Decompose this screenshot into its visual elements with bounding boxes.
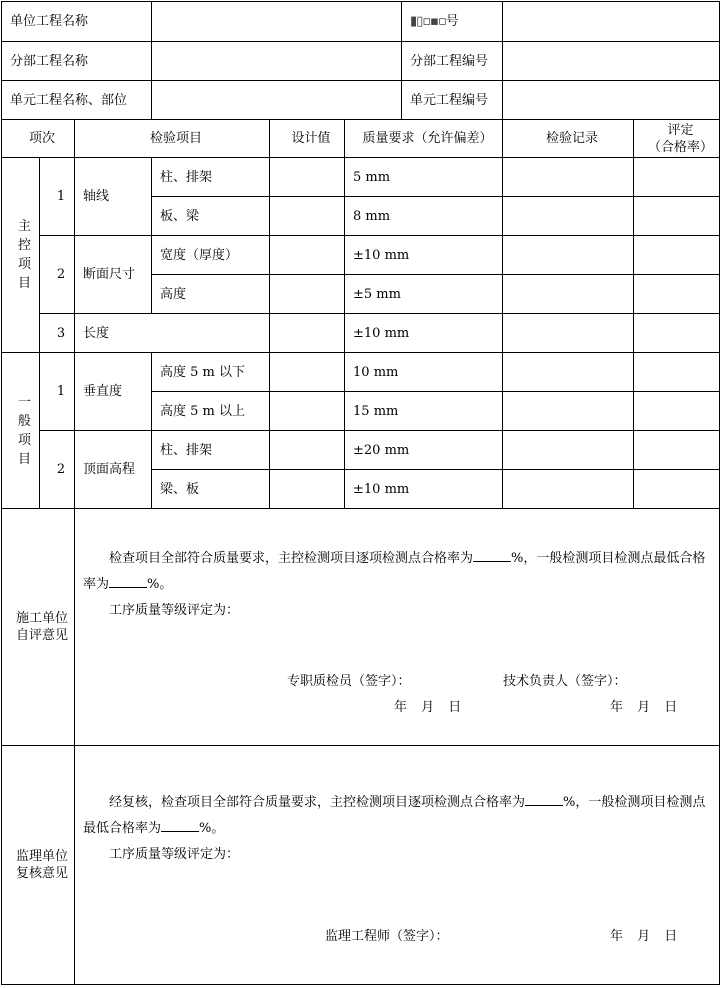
- contractor-opinion-body: [75, 509, 720, 746]
- obscured-code-label: ▮▯▫▪▫号: [402, 2, 503, 42]
- column-inspection-record: 检验记录: [503, 120, 634, 158]
- supervisor-opinion-text: 经复核，检查项目全部符合质量要求，主控检测项目逐项检测点合格率为 %，一般检测项目检测点最低合格率为 %。: [83, 746, 711, 842]
- requirement-cell: 5 mm: [345, 158, 503, 197]
- item-name: 轴线: [75, 158, 152, 236]
- requirement-cell: ±5 mm: [345, 275, 503, 314]
- main-item-row: [2, 314, 720, 353]
- item-number: 3: [40, 314, 75, 353]
- column-design-value: 设计值: [270, 120, 345, 158]
- rating-cell[interactable]: [634, 197, 720, 236]
- contractor-grade-text: 工序质量等级评定为：: [109, 603, 240, 618]
- inspection-form-table: [1, 1, 720, 985]
- record-cell[interactable]: [503, 197, 634, 236]
- contractor-opinion-row: [2, 509, 720, 746]
- design-value-cell[interactable]: [270, 197, 345, 236]
- column-quality-requirement: 质量要求（允许偏差）: [345, 120, 503, 158]
- rating-cell[interactable]: [634, 470, 720, 509]
- rating-cell[interactable]: [634, 431, 720, 470]
- inspector-signature-label: 专职质检员（签字）：: [287, 674, 411, 689]
- rating-cell[interactable]: [634, 353, 720, 392]
- sub-item-name: 高度: [152, 275, 270, 314]
- division-project-name-field[interactable]: [152, 42, 402, 81]
- record-cell[interactable]: [503, 158, 634, 197]
- unit-project-name-field[interactable]: [152, 2, 402, 42]
- supervisor-opinion-row: [2, 746, 720, 985]
- division-project-code-label: 分部工程编号: [402, 42, 503, 81]
- contractor-opinion-label: 施工单位 自评意见: [2, 509, 75, 746]
- tech-lead-signature-label: 技术负责人（签字）：: [503, 674, 627, 689]
- division-project-name-label: 分部工程名称: [2, 42, 152, 81]
- header-row-unit: [2, 2, 720, 42]
- requirement-cell: ±10 mm: [345, 314, 503, 353]
- record-cell[interactable]: [503, 470, 634, 509]
- element-project-code-label: 单元工程编号: [402, 81, 503, 120]
- design-value-cell[interactable]: [270, 314, 345, 353]
- header-row-division: [2, 42, 720, 81]
- design-value-cell[interactable]: [270, 275, 345, 314]
- requirement-cell: ±10 mm: [345, 470, 503, 509]
- division-project-code-field[interactable]: [503, 42, 720, 81]
- engineer-date: 年 月 日: [610, 929, 678, 944]
- general-pass-rate-blank[interactable]: [161, 817, 199, 832]
- design-value-cell[interactable]: [270, 236, 345, 275]
- header-row-element: [2, 81, 720, 120]
- general-pass-rate-blank[interactable]: [109, 573, 147, 588]
- requirement-cell: 8 mm: [345, 197, 503, 236]
- main-item-row: [2, 236, 720, 275]
- column-inspection-item: 检验项目: [75, 120, 270, 158]
- rating-cell[interactable]: [634, 275, 720, 314]
- design-value-cell[interactable]: [270, 470, 345, 509]
- sub-item-name: 梁、板: [152, 470, 270, 509]
- record-cell[interactable]: [503, 275, 634, 314]
- sub-item-name: 宽度（厚度）: [152, 236, 270, 275]
- tech-lead-date: 年 月 日: [610, 700, 678, 715]
- column-rating: 评定 （合格率）: [634, 120, 720, 158]
- item-number: 1: [40, 158, 75, 236]
- record-cell[interactable]: [503, 353, 634, 392]
- item-number: 2: [40, 431, 75, 509]
- item-number: 1: [40, 353, 75, 431]
- main-pass-rate-blank[interactable]: [473, 547, 511, 562]
- sub-item-name: 高度 5 m 以上: [152, 392, 270, 431]
- rating-cell[interactable]: [634, 314, 720, 353]
- unit-project-name-label: 单位工程名称: [2, 2, 152, 42]
- item-number: 2: [40, 236, 75, 314]
- engineer-signature-label: 监理工程师（签字）：: [325, 929, 449, 944]
- supervisor-grade-text: 工序质量等级评定为：: [109, 847, 240, 862]
- column-item-no: 项次: [2, 120, 75, 158]
- supervisor-opinion-label: 监理单位 复核意见: [2, 746, 75, 985]
- inspector-date: 年 月 日: [394, 700, 462, 715]
- unit-project-code-field[interactable]: [503, 2, 720, 42]
- record-cell[interactable]: [503, 236, 634, 275]
- general-item-row: [2, 353, 720, 392]
- rating-cell[interactable]: [634, 158, 720, 197]
- rating-cell[interactable]: [634, 392, 720, 431]
- sub-item-name: 板、梁: [152, 197, 270, 236]
- contractor-opinion-text: 检查项目全部符合质量要求，主控检测项目逐项检测点合格率为 %，一般检测项目检测点最低合格率为 %。: [83, 509, 711, 598]
- item-name: 垂直度: [75, 353, 152, 431]
- sub-item-name: 柱、排架: [152, 158, 270, 197]
- main-item-row: [2, 158, 720, 197]
- rating-cell[interactable]: [634, 236, 720, 275]
- design-value-cell[interactable]: [270, 392, 345, 431]
- supervisor-opinion-body: [75, 746, 720, 985]
- sub-item-name: 高度 5 m 以下: [152, 353, 270, 392]
- element-project-name-field[interactable]: [152, 81, 402, 120]
- item-name: 长度: [75, 314, 270, 353]
- requirement-cell: 10 mm: [345, 353, 503, 392]
- design-value-cell[interactable]: [270, 158, 345, 197]
- design-value-cell[interactable]: [270, 431, 345, 470]
- record-cell[interactable]: [503, 431, 634, 470]
- sub-item-name: 柱、排架: [152, 431, 270, 470]
- requirement-cell: 15 mm: [345, 392, 503, 431]
- record-cell[interactable]: [503, 392, 634, 431]
- item-name: 断面尺寸: [75, 236, 152, 314]
- column-header-row: [2, 120, 720, 158]
- item-name: 顶面高程: [75, 431, 152, 509]
- element-project-name-label: 单元工程名称、部位: [2, 81, 152, 120]
- requirement-cell: ±20 mm: [345, 431, 503, 470]
- general-items-group-label: 一般项目: [2, 353, 40, 509]
- main-items-group-label: 主控项目: [2, 158, 40, 353]
- requirement-cell: ±10 mm: [345, 236, 503, 275]
- general-item-row: [2, 431, 720, 470]
- element-project-code-field[interactable]: [503, 81, 720, 120]
- design-value-cell[interactable]: [270, 353, 345, 392]
- record-cell[interactable]: [503, 314, 634, 353]
- main-pass-rate-blank[interactable]: [525, 791, 563, 806]
